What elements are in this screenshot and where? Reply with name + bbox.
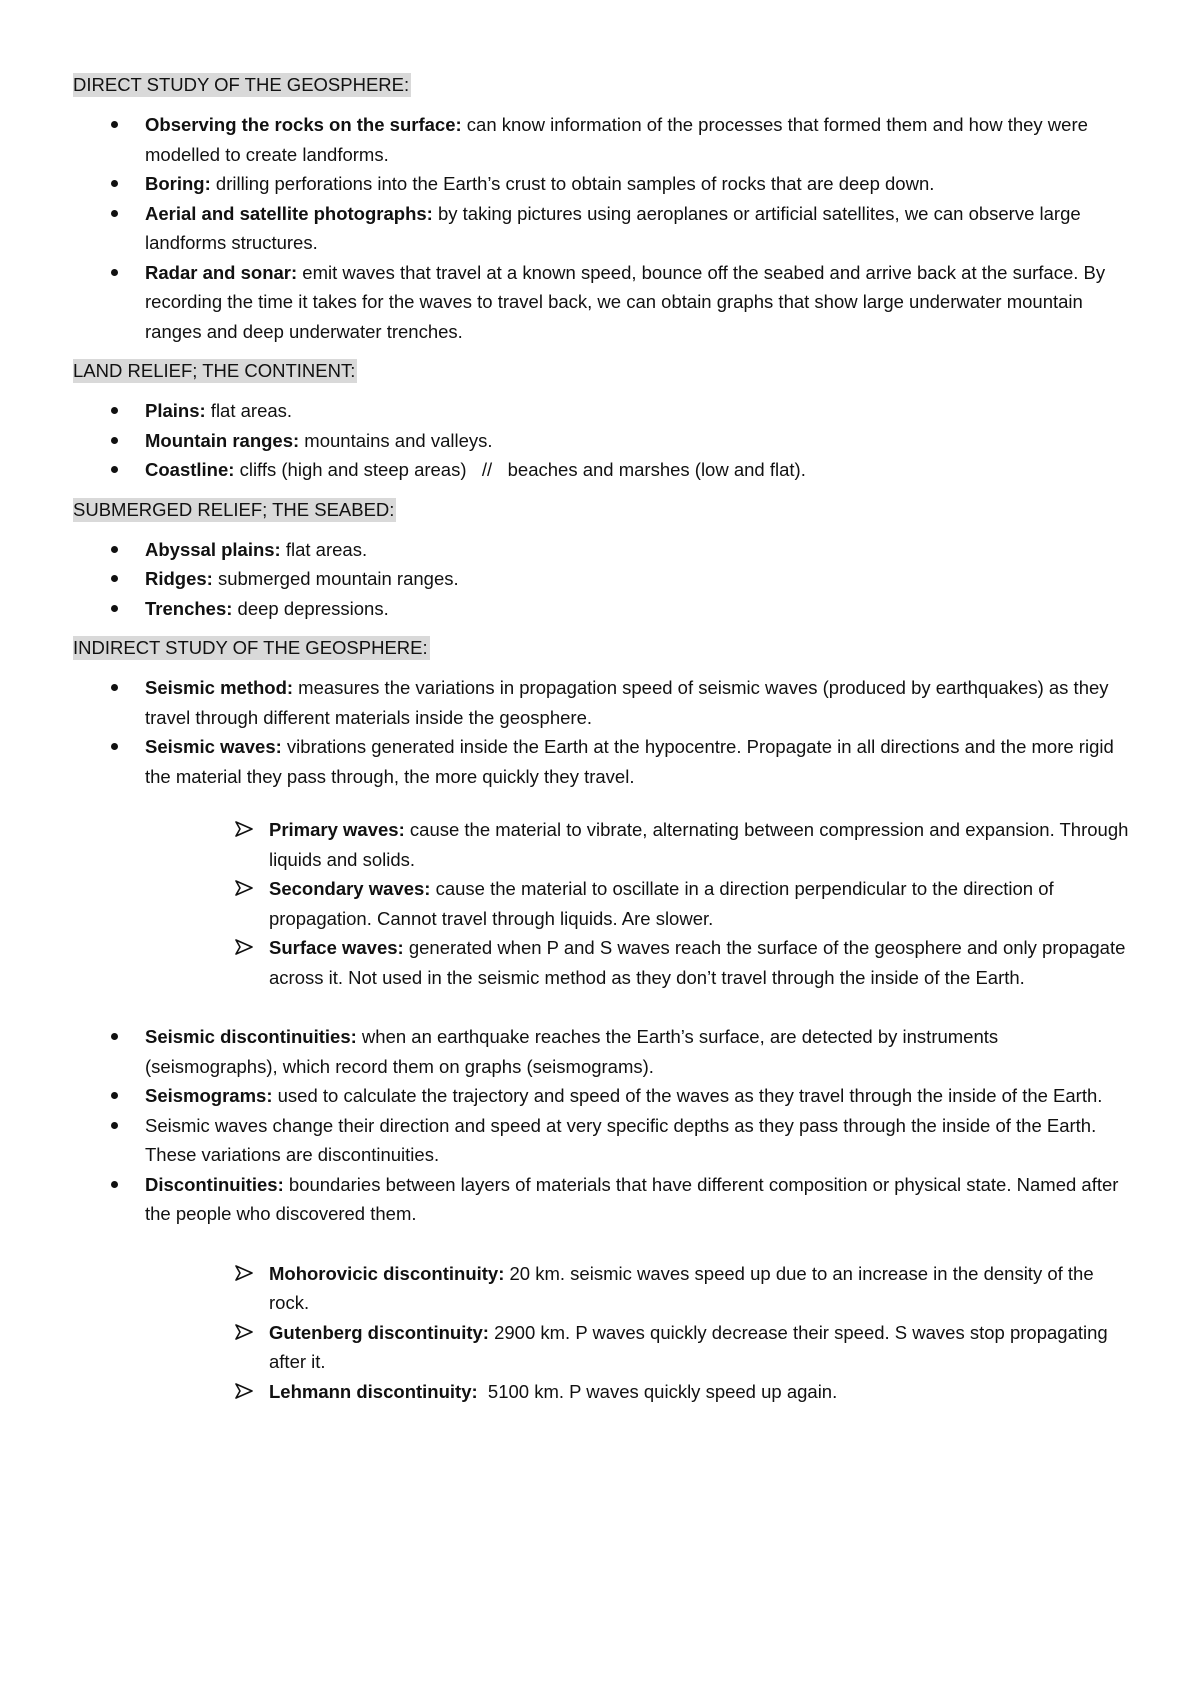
list-item: Aerial and satellite photographs: by taking pictures using aeroplanes or artificial satellites, we can observe large landforms structures.: [145, 199, 1130, 258]
spacer: [73, 791, 1130, 815]
list-item: Seismic waves change their direction and speed at very specific depths as they pass through the inside of the Earth. These variations are discontinuities.: [145, 1111, 1130, 1170]
section-land-relief: [73, 356, 1130, 485]
bullet-list: [73, 535, 1130, 624]
list-item: Mohorovicic discontinuity: 20 km. seismic waves speed up due to an increase in the density of the rock.: [269, 1259, 1130, 1318]
arrowhead-bullet-icon: [235, 939, 253, 955]
arrowhead-bullet-icon: [235, 880, 253, 896]
section-submerged-relief: [73, 495, 1130, 624]
list-item: Mountain ranges: mountains and valleys.: [145, 426, 1130, 456]
list-item: Lehmann discontinuity: 5100 km. P waves quickly speed up again.: [269, 1377, 1130, 1407]
arrow-list-discontinuities: [73, 1259, 1130, 1407]
list-item: Discontinuities: boundaries between layers of materials that have different composition or physical state. Named after the people who discovered them.: [145, 1170, 1130, 1229]
section-heading: LAND RELIEF; THE CONTINENT:: [73, 360, 356, 381]
bullet-list: [73, 110, 1130, 346]
list-item: Surface waves: generated when P and S waves reach the surface of the geosphere and only propagate across it. Not used in the seismic method as they don’t travel through the inside of the Earth.: [269, 933, 1130, 992]
bullet-list: [73, 673, 1130, 791]
spacer: [73, 1229, 1130, 1259]
list-item: Abyssal plains: flat areas.: [145, 535, 1130, 565]
section-direct-study: [73, 70, 1130, 346]
bullet-list: [73, 396, 1130, 485]
section-indirect-study: [73, 633, 1130, 1406]
arrowhead-bullet-icon: [235, 1383, 253, 1399]
list-item: Secondary waves: cause the material to oscillate in a direction perpendicular to the direction of propagation. Cannot travel through liquids. Are slower.: [269, 874, 1130, 933]
list-item: Seismic waves: vibrations generated inside the Earth at the hypocentre. Propagate in all directions and the more rigid the material they pass through, the more quickly they travel.: [145, 732, 1130, 791]
list-item: Primary waves: cause the material to vibrate, alternating between compression and expansion. Through liquids and solids.: [269, 815, 1130, 874]
list-item: Seismic method: measures the variations in propagation speed of seismic waves (produced by earthquakes) as they travel through different materials inside the geosphere.: [145, 673, 1130, 732]
arrow-list-wave-types: [73, 815, 1130, 992]
section-heading: DIRECT STUDY OF THE GEOSPHERE:: [73, 74, 410, 95]
list-item: Plains: flat areas.: [145, 396, 1130, 426]
section-heading: SUBMERGED RELIEF; THE SEABED:: [73, 498, 395, 520]
spacer: [73, 992, 1130, 1022]
section-heading: INDIRECT STUDY OF THE GEOSPHERE:: [73, 637, 428, 658]
list-item: Observing the rocks on the surface: can know information of the processes that formed them and how they were modelled to create landforms.: [145, 110, 1130, 169]
list-item: Trenches: deep depressions.: [145, 594, 1130, 624]
list-item: Seismic discontinuities: when an earthquake reaches the Earth’s surface, are detected by instruments (seismographs), which record them on graphs (seismograms).: [145, 1022, 1130, 1081]
arrowhead-bullet-icon: [235, 1265, 253, 1281]
bullet-list: [73, 1022, 1130, 1229]
list-item: Boring: drilling perforations into the Earth’s crust to obtain samples of rocks that are deep down.: [145, 169, 1130, 199]
list-item: Ridges: submerged mountain ranges.: [145, 564, 1130, 594]
arrowhead-bullet-icon: [235, 821, 253, 837]
list-item: Seismograms: used to calculate the trajectory and speed of the waves as they travel through the inside of the Earth.: [145, 1081, 1130, 1111]
list-item: Gutenberg discontinuity: 2900 km. P waves quickly decrease their speed. S waves stop propagating after it.: [269, 1318, 1130, 1377]
arrowhead-bullet-icon: [235, 1324, 253, 1340]
list-item: Coastline: cliffs (high and steep areas) // beaches and marshes (low and flat).: [145, 455, 1130, 485]
list-item: Radar and sonar: emit waves that travel at a known speed, bounce off the seabed and arrive back at the surface. By recording the time it takes for the waves to travel back, we can obtain graphs that show large underwater mountain ranges and deep underwater trenches.: [145, 258, 1130, 347]
